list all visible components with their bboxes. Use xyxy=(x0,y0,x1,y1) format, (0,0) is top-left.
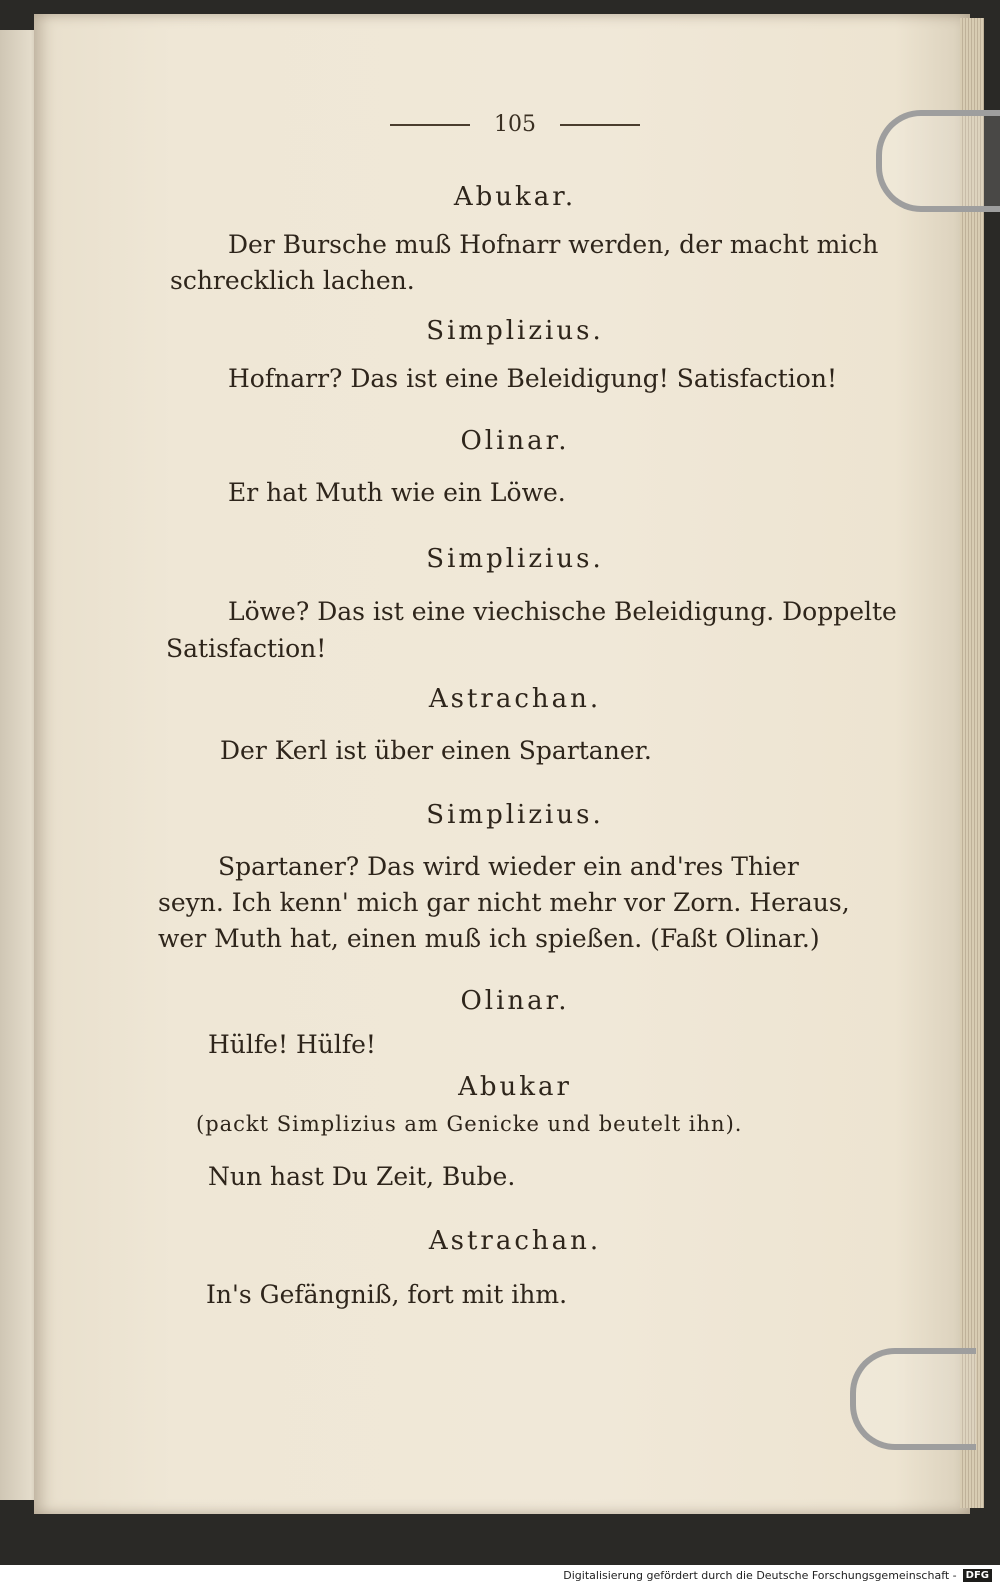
page-header xyxy=(390,112,640,137)
page-number: 105 xyxy=(494,112,536,137)
dialogue-line: Der Bursche muß Hofnarr werden, der macht mich xyxy=(228,230,879,259)
speaker-label: Olinar. xyxy=(460,426,570,456)
dialogue-line: seyn. Ich kenn' mich gar nicht mehr vor Zorn. Heraus, xyxy=(158,888,850,917)
dialogue-line: Löwe? Das ist eine viechische Beleidigung. Doppelte xyxy=(228,597,897,626)
header-rule-left xyxy=(390,124,470,126)
dialogue-line: Nun hast Du Zeit, Bube. xyxy=(208,1162,516,1191)
digitization-footer xyxy=(0,1565,1000,1586)
dialogue-line: wer Muth hat, einen muß ich spießen. (Faßt Olinar.) xyxy=(158,924,820,953)
speaker-label: Astrachan. xyxy=(428,684,602,714)
speaker-label: Simplizius. xyxy=(426,544,604,574)
speaker-label: Astrachan. xyxy=(428,1226,602,1256)
speaker-label: Simplizius. xyxy=(426,800,604,830)
page-clip-top xyxy=(876,110,1000,212)
dialogue-line: Hofnarr? Das ist eine Beleidigung! Satisfaction! xyxy=(228,364,837,393)
header-rule-right xyxy=(560,124,640,126)
speaker-label: Simplizius. xyxy=(426,316,604,346)
dfg-logo: DFG xyxy=(963,1569,992,1582)
dialogue-line: schrecklich lachen. xyxy=(170,266,415,295)
speaker-label: Abukar xyxy=(458,1072,572,1102)
dialogue-line: Satisfaction! xyxy=(166,634,327,663)
stage-direction: (packt Simplizius am Genicke und beutelt ihn). xyxy=(196,1112,743,1136)
speaker-label: Olinar. xyxy=(460,986,570,1016)
page-clip-bottom xyxy=(850,1348,976,1450)
page-stack-edge xyxy=(960,18,984,1508)
dialogue-line: Spartaner? Das wird wieder ein and'res Thier xyxy=(218,852,799,881)
dialogue-line: Der Kerl ist über einen Spartaner. xyxy=(220,736,652,765)
dialogue-line: Hülfe! Hülfe! xyxy=(208,1030,376,1059)
dialogue-line: Er hat Muth wie ein Löwe. xyxy=(228,478,566,507)
footer-credit: Digitalisierung gefördert durch die Deutsche Forschungsgemeinschaft - xyxy=(563,1569,957,1582)
speaker-label: Abukar. xyxy=(453,182,577,212)
dialogue-line: In's Gefängniß, fort mit ihm. xyxy=(206,1280,568,1309)
